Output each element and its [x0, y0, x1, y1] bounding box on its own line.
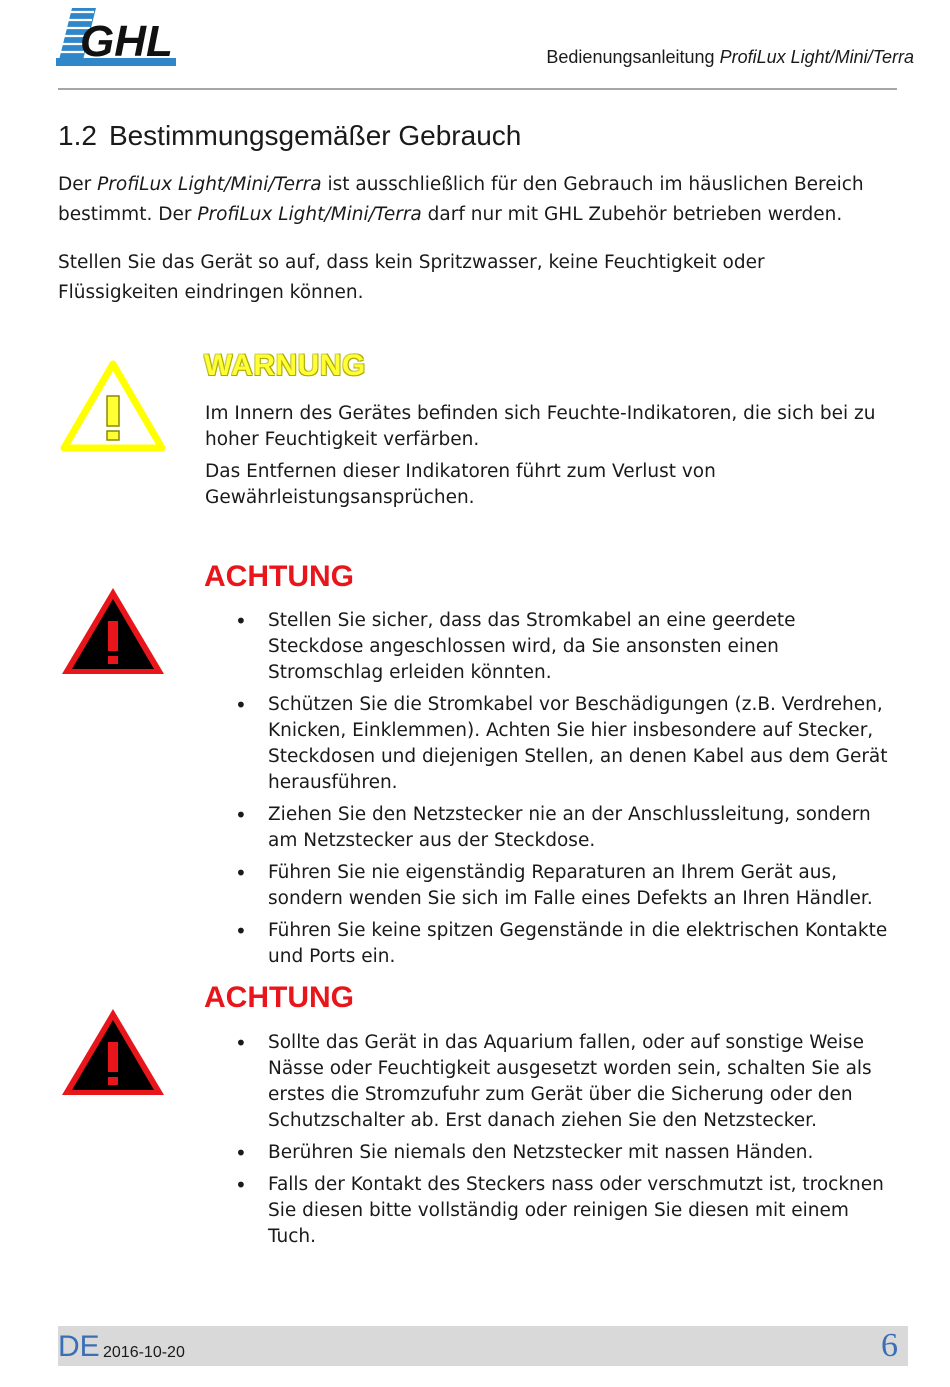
warning-line: Das Entfernen dieser Indikatoren führt zum Verlust von Gewährleistungsansprüchen.: [205, 461, 716, 508]
caution-list-2: [205, 1030, 890, 1256]
list-item: • Schützen Sie die Stromkabel vor Beschädigungen (z.B. Verdrehen, Knicken, Einklemmen). Achten Sie hier insbesondere auf Stecker, Steckdosen und diejenigen Stellen, an denen Kabel aus dem Gerät herausführen.: [205, 692, 890, 796]
section-heading: [58, 120, 521, 152]
logo-text: GHL: [80, 17, 173, 66]
caution-caption-2: ACHTUNG: [204, 981, 354, 1014]
warning-text: [205, 401, 885, 517]
caution-list-1: [205, 608, 890, 976]
list-item: • Sollte das Gerät in das Aquarium fallen, oder auf sonstige Weise Nässe oder Feuchtigkeit ausgesetzt worden sein, schalten Sie als erstes die Stromzufuhr zum Gerät über die Sicherung oder den Schutzschalter ab. Erst danach ziehen Sie den Netzstecker.: [205, 1030, 890, 1134]
footer-date: 2016-10-20: [103, 1344, 185, 1361]
intro-paragraph-2: Stellen Sie das Gerät so auf, dass kein Spritzwasser, keine Feuchtigkeit oder Flüssigkeiten eindringen können.: [58, 252, 765, 303]
list-item: • Falls der Kontakt des Steckers nass oder verschmutzt ist, trocknen Sie diesen bitte vollständig oder reinigen Sie diesen mit einem Tuch.: [205, 1172, 890, 1250]
section-title: Bestimmungsgemäßer Gebrauch: [108, 120, 522, 151]
caution-caption-1: ACHTUNG: [204, 560, 354, 593]
footer-bar: [58, 1326, 908, 1366]
warning-line: Im Innern des Gerätes befinden sich Feuchte-Indikatoren, die sich bei zu hoher Feuchtigkeit verfärben.: [205, 403, 876, 450]
document-title: [546, 47, 914, 68]
red-caution-triangle-icon: [58, 1004, 168, 1100]
ghl-logo: [56, 8, 180, 68]
list-item: • Stellen Sie sicher, dass das Stromkabel an eine geerdete Steckdose angeschlossen wird, da Sie ansonsten einen Stromschlag erleiden könnten.: [205, 608, 890, 686]
list-item: • Ziehen Sie den Netzstecker nie an der Anschlussleitung, sondern am Netzstecker aus der Steckdose.: [205, 802, 890, 854]
red-caution-triangle-icon: [58, 583, 168, 679]
list-item: • Führen Sie nie eigenständig Reparaturen an Ihrem Gerät aus, sondern wenden Sie sich im Falle eines Defekts an Ihren Händler.: [205, 860, 890, 912]
footer-language: DE: [58, 1330, 100, 1363]
document-title-prefix: Bedienungsanleitung: [546, 47, 720, 67]
yellow-warning-triangle-icon: [58, 358, 168, 454]
header-divider: [58, 88, 897, 90]
section-number: 1.2: [58, 120, 97, 151]
warning-caption: WARNUNG: [204, 349, 366, 382]
page-number: 6: [881, 1327, 898, 1364]
document-title-product: ProfiLux Light/Mini/Terra: [719, 47, 914, 67]
list-item: • Berühren Sie niemals den Netzstecker mit nassen Händen.: [205, 1140, 890, 1166]
intro-paragraph-1: Der ProfiLux Light/Mini/Terra ist ausschließlich für den Gebrauch im häuslichen Bereich bestimmt. Der ProfiLux Light/Mini/Terra darf nur mit GHL Zubehör betrieben werden.: [58, 174, 864, 225]
list-item: • Führen Sie keine spitzen Gegenstände in die elektrischen Kontakte und Ports ein.: [205, 918, 890, 970]
